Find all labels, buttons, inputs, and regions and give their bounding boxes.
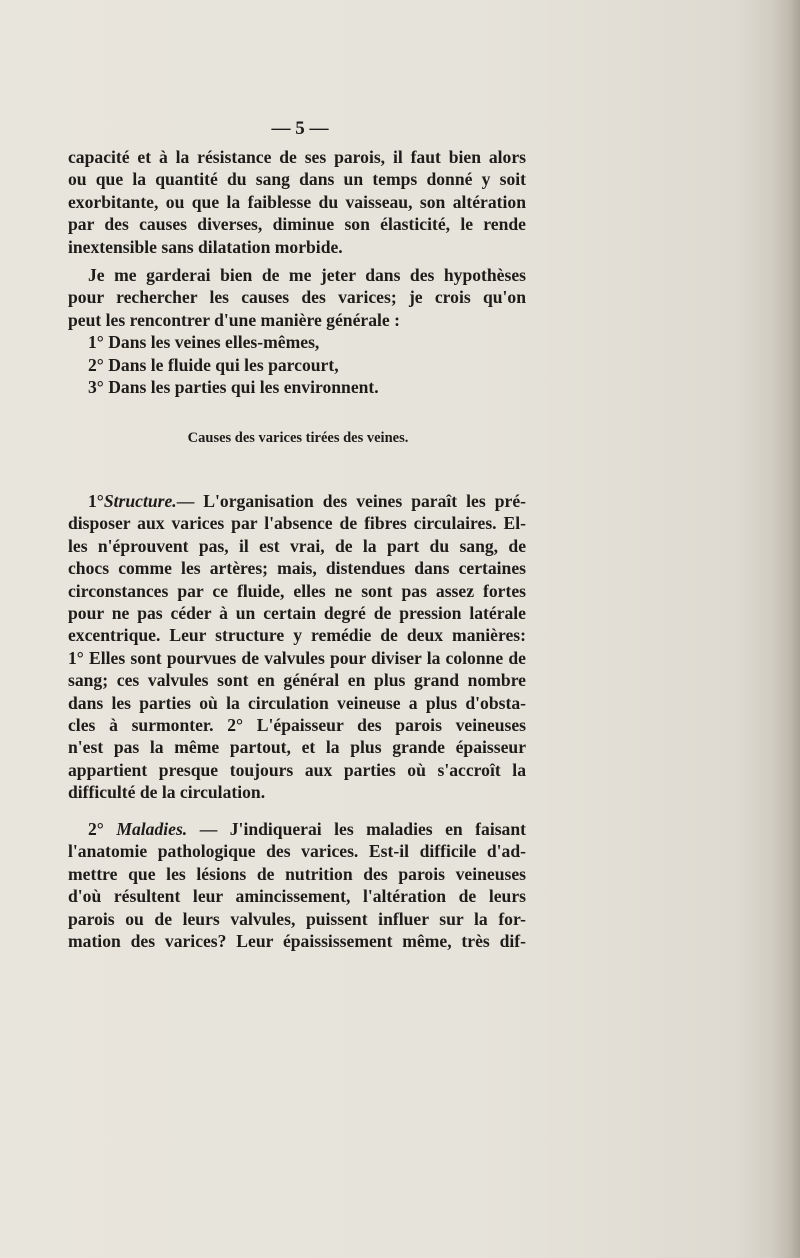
text-line: sang; ces valvules sont en général en plus grand nombre xyxy=(68,670,526,691)
text-line: Je me garderai bien de me jeter dans des hypothèses xyxy=(88,265,526,285)
item-title: Structure. xyxy=(103,491,177,511)
text-line: circonstances par ce fluide, elles ne sont pas assez fortes xyxy=(68,580,526,601)
text-line: dans les parties où la circulation veineuse a plus d'obsta- xyxy=(68,692,526,713)
page-edge-shadow xyxy=(772,0,800,1258)
paragraph-1 xyxy=(68,146,526,258)
item-number: 2° xyxy=(88,819,104,839)
text-line: 1° Elles sont pourvues de valvules pour diviser la colonne de xyxy=(68,647,526,668)
text-line: parois ou de leurs valvules, puissent influer sur la for- xyxy=(68,908,526,929)
text-line: exorbitante, ou que la faiblesse du vaisseau, son altération xyxy=(68,191,526,212)
item-text: — L'organisation des veines paraît les pré- xyxy=(176,491,526,511)
text-line: peut les rencontrer d'une manière générale : xyxy=(68,309,400,330)
text-line: par des causes diverses, diminue son élasticité, le rende xyxy=(68,214,526,235)
section-heading: Causes des varices tirées des veines. xyxy=(187,430,409,446)
text-line: chocs comme les artères; mais, distendues dans certaines xyxy=(68,558,526,579)
text-line: les n'éprouvent pas, il est vrai, de la part du sang, de xyxy=(68,535,526,556)
text-line xyxy=(68,490,526,512)
paragraph-structure xyxy=(68,490,526,803)
text-line: n'est pas la même partout, et la plus grande épaisseur xyxy=(68,737,526,758)
text-line: mation des varices? Leur épaississement même, très dif- xyxy=(68,930,526,951)
text-line: disposer aux varices par l'absence de fibres circulaires. El- xyxy=(68,513,526,534)
text-line: ou que la quantité du sang dans un temps donné y soit xyxy=(68,169,526,190)
paragraph-2 xyxy=(68,264,526,398)
text-line: capacité et à la résistance de ses parois, il faut bien alors xyxy=(68,147,526,167)
text-line: difficulté de la circulation. xyxy=(68,782,266,803)
text-line: d'où résultent leur amincissement, l'altération de leurs xyxy=(68,886,526,907)
text-line: mettre que les lésions de nutrition des parois veineuses xyxy=(68,863,526,884)
text-line: cles à surmonter. 2° L'épaisseur des parois veineuses xyxy=(68,714,526,735)
text-line: appartient presque toujours aux parties où s'accroît la xyxy=(68,759,526,780)
paragraph-maladies xyxy=(68,818,526,952)
text-line: l'anatomie pathologique des varices. Est-il difficile d'ad- xyxy=(68,841,526,862)
text-line xyxy=(68,818,526,840)
text-line: inextensible sans dilatation morbide. xyxy=(68,236,343,257)
item-text: — J'indiquerai les maladies en faisant xyxy=(199,819,526,839)
text-line: pour rechercher les causes des varices; je crois qu'on xyxy=(68,287,526,308)
page-number: — 5 — xyxy=(271,118,329,139)
list-item: 3° Dans les parties qui les environnent. xyxy=(88,376,379,397)
text-line: pour ne pas céder à un certain degré de pression latérale xyxy=(68,602,526,623)
list-item: 2° Dans le fluide qui les parcourt, xyxy=(88,354,339,375)
text-line: excentrique. Leur structure y remédie de deux manières: xyxy=(68,625,526,646)
item-title: Maladies. xyxy=(116,819,188,839)
list-item: 1° Dans les veines elles-mêmes, xyxy=(88,332,320,353)
item-number: 1° xyxy=(88,491,104,511)
